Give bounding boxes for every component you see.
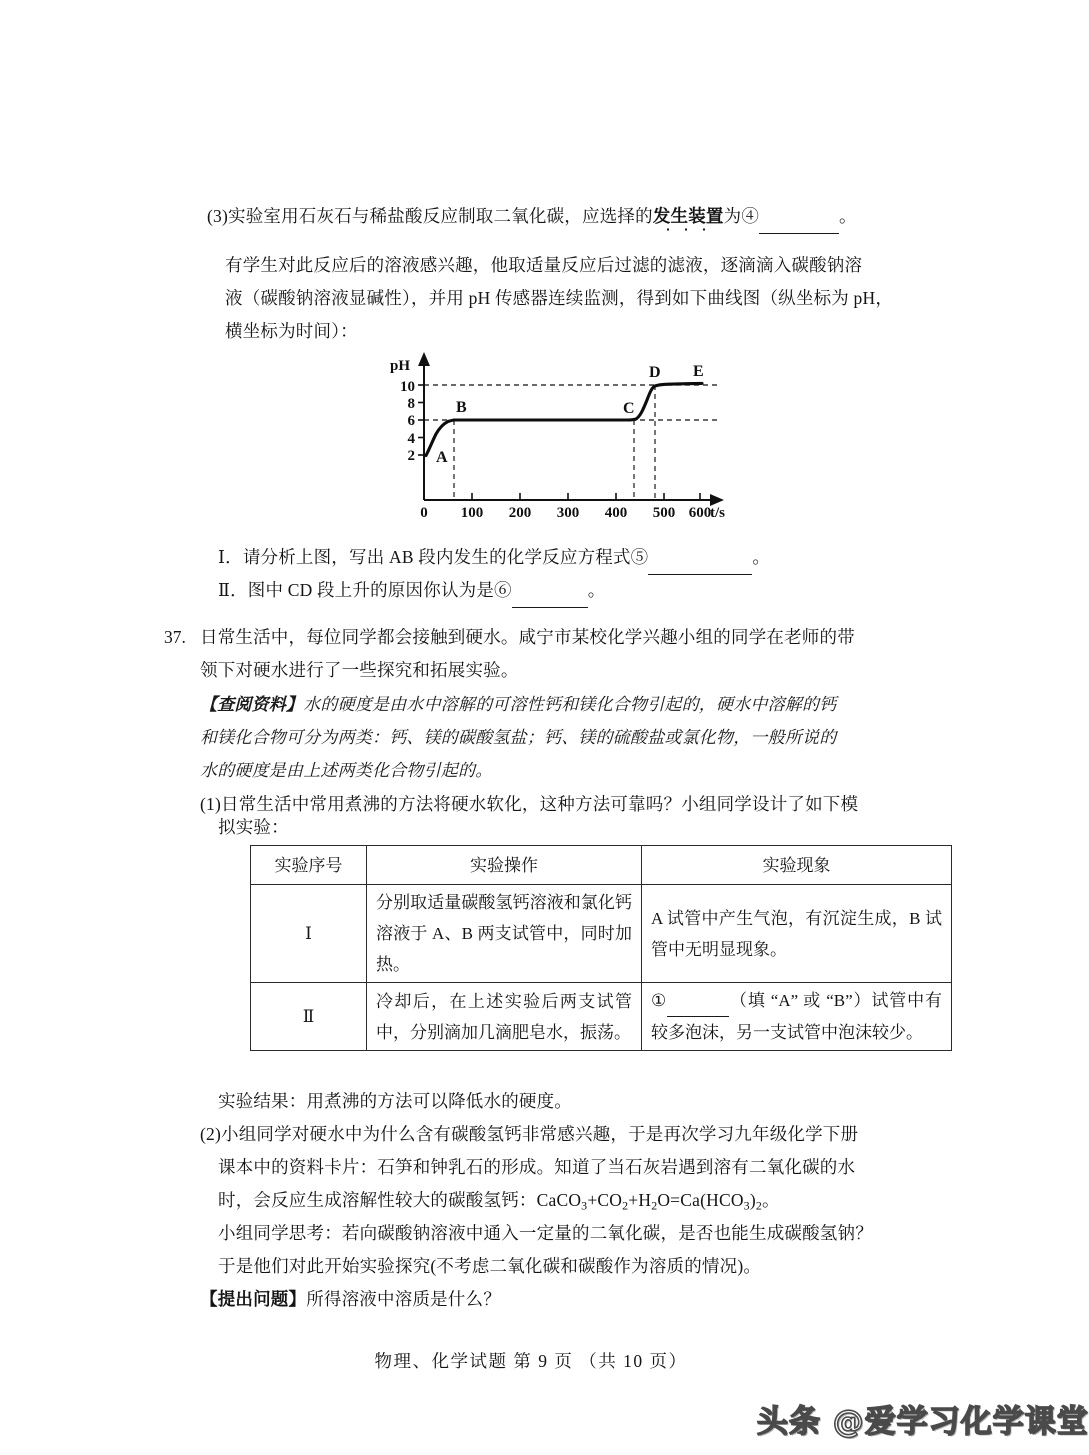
chart-x-ticks	[424, 493, 700, 500]
table-cell-phenomenon-1: A 试管中产生气泡，有沉淀生成，B 试管中无明显现象。	[642, 885, 952, 983]
q37-think-line-2: 于是他们对此开始实验探究(不考虑二氧化碳和碳酸作为溶质的情况)。	[218, 1256, 762, 1276]
chart-label-D: D	[649, 364, 661, 381]
svg-text:600: 600	[688, 505, 712, 521]
q37-material-label: 【查阅资料】	[200, 695, 304, 714]
q37-intro-line-2: 领下对硬水进行了一些探究和拓展实验。	[200, 660, 519, 680]
table-cell-phenomenon-2	[642, 983, 952, 1051]
svg-text:6: 6	[407, 413, 415, 429]
svg-text:500: 500	[652, 505, 676, 521]
q37-intro-line-1: 日常生活中，每位同学都会接触到硬水。咸宁市某校化学兴趣小组的同学在老师的带	[200, 627, 855, 647]
q36-part3-line	[207, 200, 937, 234]
q37-sub1-line-2: 拟实验：	[218, 817, 289, 837]
page-footer: 物理、化学试题 第 9 页 （共 10 页）	[374, 1351, 688, 1371]
table-cell-seq-2: Ⅱ	[251, 983, 367, 1051]
q37-number: 37.	[164, 627, 186, 647]
q37-material-line-2: 和镁化合物可分为两类：钙、镁的碳酸氢盐；钙、镁的硫酸盐或氯化物，一般所说的	[200, 728, 837, 747]
svg-text:8: 8	[407, 396, 415, 412]
answer-blank-4[interactable]	[759, 200, 839, 234]
q37-material-line-1	[200, 688, 937, 721]
q36-part3-emphasis: 发生装置	[652, 206, 724, 226]
table-row	[251, 885, 952, 983]
ph-chart-svg	[388, 352, 738, 521]
answer-blank-1[interactable]	[667, 985, 729, 1017]
table-header-seq: 实验序号	[251, 846, 367, 885]
q37-problem-line	[200, 1283, 937, 1316]
watermark: 头条 @爱学习化学课堂	[757, 1404, 1089, 1440]
table-cell-operation-2: 冷却后，在上述实验后两支试管中，分别滴加几滴肥皂水，振荡。	[367, 983, 642, 1051]
q36-item-1	[218, 541, 938, 575]
svg-text:300: 300	[556, 505, 580, 521]
chart-label-C: C	[623, 400, 635, 417]
q36-part3-pre: (3)实验室用石灰石与稀盐酸反应制取二氧化碳，应选择的	[207, 206, 653, 226]
chart-dashed-guides	[424, 385, 718, 500]
table-header-row	[251, 846, 952, 885]
answer-blank-6[interactable]	[512, 574, 588, 608]
q37-problem-text: 所得溶液中溶质是什么？	[306, 1289, 501, 1309]
table-phenomenon-2-prefix: ①	[651, 991, 668, 1010]
svg-text:4: 4	[407, 431, 415, 447]
chart-ylabel: pH	[390, 358, 411, 374]
q37-problem-label: 【提出问题】	[200, 1289, 307, 1309]
answer-blank-5[interactable]	[648, 541, 752, 575]
chart-xtick-labels	[420, 505, 711, 521]
q37-sub1-line-1: (1)日常生活中常用煮沸的方法将硬水软化，这种方法可靠吗？小组同学设计了如下模	[200, 794, 859, 814]
q37-sub2-line-3-pre: 时，会反应生成溶解性较大的碳酸氢钙：	[218, 1190, 537, 1210]
q36-body-line-1: 有学生对此反应后的溶液感兴趣，他取适量反应后过滤的滤液，逐滴滴入碳酸钠溶	[225, 255, 863, 275]
svg-text:400: 400	[604, 505, 628, 521]
table-cell-seq-1: Ⅰ	[251, 885, 367, 983]
table-cell-operation-1: 分别取适量碳酸氢钙溶液和氯化钙溶液于 A、B 两支试管中，同时加热。	[367, 885, 642, 983]
q37-sub2-line-1: (2)小组同学对硬水中为什么含有碳酸氢钙非常感兴趣，于是再次学习九年级化学下册	[200, 1124, 859, 1144]
q36-part3-post: 为④	[723, 206, 760, 226]
q37-sub2-line-3-end: 。	[762, 1190, 780, 1210]
table-header-operation: 实验操作	[367, 846, 642, 885]
q36-item2-end: 。	[587, 580, 606, 600]
chart-point-labels	[436, 363, 704, 466]
chart-ytick-labels	[400, 379, 416, 464]
ph-time-chart	[388, 352, 738, 521]
q37-chemical-equation: $CaCO_3+CO_2+H_2O=Ca(HCO_3)_2$	[536, 1190, 763, 1213]
q36-item-2	[218, 574, 938, 608]
svg-text:2: 2	[407, 448, 415, 464]
svg-text:200: 200	[508, 505, 532, 521]
svg-text:0: 0	[420, 505, 428, 521]
q36-part3-end: 。	[839, 206, 857, 226]
q36-body-line-2: 液（碳酸钠溶液显碱性），并用 pH 传感器连续监测，得到如下曲线图（纵坐标为 pH，	[225, 288, 894, 308]
table-header-phenomenon: 实验现象	[642, 846, 952, 885]
table-row	[251, 983, 952, 1051]
chart-xlabel: t/s	[710, 505, 725, 521]
svg-text:100: 100	[460, 505, 484, 521]
q37-sub2-line-2: 课本中的资料卡片：石笋和钟乳石的形成。知道了当石灰岩遇到溶有二氧化碳的水	[218, 1157, 856, 1177]
q36-item1-text: Ⅰ．请分析上图，写出 AB 段内发生的化学反应方程式⑤	[218, 547, 649, 567]
chart-label-E: E	[693, 363, 704, 380]
q36-item2-text: Ⅱ．图中 CD 段上升的原因你认为是⑥	[218, 580, 512, 600]
chart-label-B: B	[456, 399, 467, 416]
chart-label-A: A	[436, 449, 448, 466]
q37-result-line: 实验结果：用煮沸的方法可以降低水的硬度。	[218, 1091, 572, 1111]
q36-body-line-3: 横坐标为时间）：	[225, 321, 358, 341]
table-phenomenon-2-rest: （填 “A” 或 “B”）试管中有较多泡沫，另一支试管中泡沫较少。	[651, 991, 942, 1042]
svg-text:10: 10	[400, 379, 415, 395]
experiment-table	[250, 845, 952, 1051]
q37-think-line-1: 小组同学思考：若向碳酸钠溶液中通入一定量的二氧化碳，是否也能生成碳酸氢钠？	[218, 1223, 873, 1243]
q37-material-line-3: 水的硬度是由上述两类化合物引起的。	[200, 761, 493, 780]
q37-material-text-1: 水的硬度是由水中溶解的可溶性钙和镁化合物引起的，硬水中溶解的钙	[303, 695, 837, 714]
q36-item1-end: 。	[752, 547, 771, 567]
